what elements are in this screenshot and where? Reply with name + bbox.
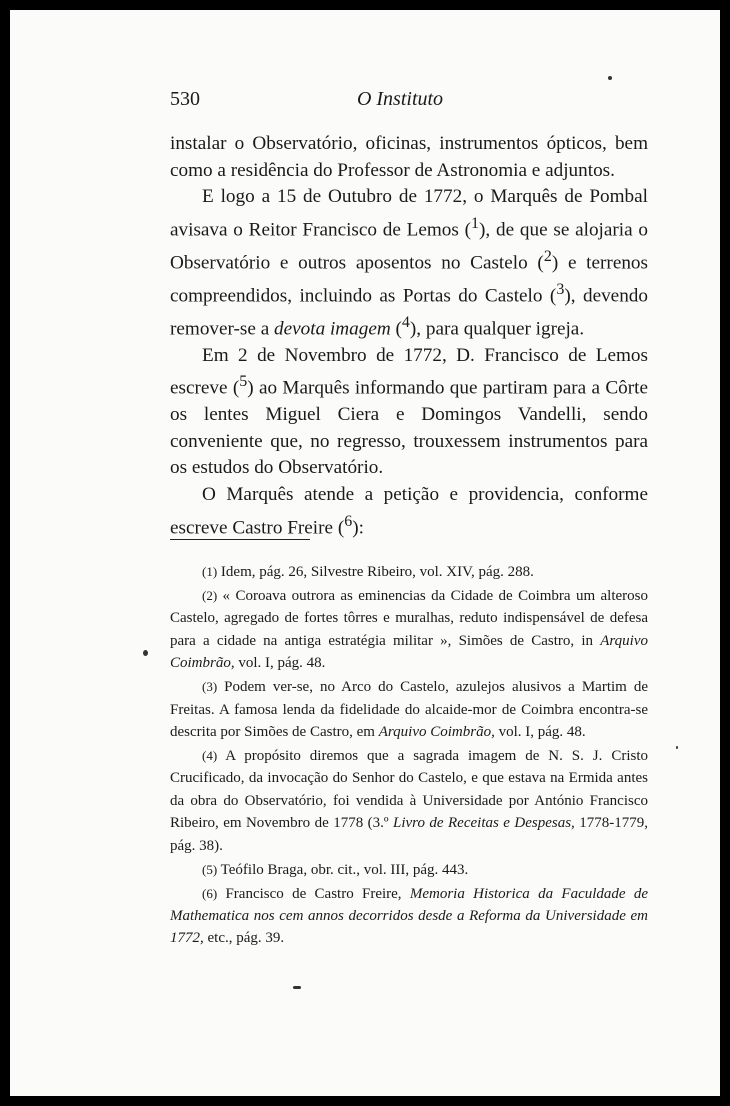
paragraph-4: O Marquês atende a petição e providencia, conforme escreve Castro Freire ($^6$): — [170, 484, 648, 539]
footnote-2: (2) « Coroava outrora as eminencias da Cidade de Coimbra um alteroso Castelo, agregado de fortes tôrres e muralhas, reduto indispensável de defesa para a cidade na antiga estratégia militar », Simões de Castro, in Arquivo Coimbrão, vol. I, pág. 48. — [170, 588, 648, 672]
page-number: 530 — [170, 88, 200, 110]
paragraph-1: instalar o Observatório, oficinas, instrumentos ópticos, bem como a residência do Professor de Astronomia e adjuntos. — [170, 133, 648, 181]
footnotes — [170, 561, 648, 951]
footnote-3: (3) Podem ver-se, no Arco do Castelo, azulejos alusivos a Martim de Freitas. A famosa lenda da fidelidade do alcaide-mor de Coimbra encontra-se descrita por Simões de Castro, em Arquivo Coimbrão, vol. I, pág. 48. — [170, 679, 648, 741]
footnote-1: (1) Idem, pág. 26, Silvestre Ribeiro, vol. XIV, pág. 288. — [202, 564, 534, 580]
devota-imagem: devota imagem — [274, 318, 391, 340]
footnote-4: (4) A propósito diremos que a sagrada imagem de N. S. J. Cristo Crucificado, da invocação do Senhor do Castelo, e que estava na Ermida antes da obra do Observatório, foi vendida à Universidade por António Francisco Ribeiro, em Novembro de 1778 (3.º Livro de Receitas e Despesas, 1778-1779, pág. 38). — [170, 748, 648, 854]
scan-speck — [608, 76, 612, 80]
paragraph-2: E logo a 15 de Outubro de 1772, o Marquês de Pombal avisava o Reitor Francisco de Lemos ($^1$), de que se alojaria o Observatório e outros aposentos no Castelo ($^2$) e terrenos compreendidos, incluindo as Portas do Castelo ($^3$), devendo remover-se a devota imagem ($^4$), para qualquer igreja. — [170, 186, 649, 340]
scan-speck — [143, 650, 148, 656]
scanned-page — [10, 10, 720, 1096]
note-ref-1: 1 — [471, 214, 480, 232]
paragraph-3: Em 2 de Novembro de 1772, D. Francisco de Lemos escreve ($^5$) ao Marquês informando que partiram para a Côrte os lentes Miguel Ciera e Domingos Vandelli, sendo conveniente que, no regresso, trouxessem instrumentos para os estudos do Observatório. — [170, 344, 648, 479]
note-ref-2: 2 — [543, 247, 552, 265]
page-header — [170, 88, 630, 118]
scan-speck — [676, 746, 678, 749]
footnote-5: (5) Teófilo Braga, obr. cit., vol. III, pág. 443. — [202, 861, 469, 878]
body-text — [170, 131, 648, 542]
running-title: O Instituto — [356, 88, 444, 110]
note-ref-3: 3 — [556, 280, 565, 298]
note-ref-6: 6 — [344, 512, 353, 530]
footnote-rule — [170, 539, 310, 540]
note-ref-4: 4 — [401, 313, 410, 331]
note-ref-5: 5 — [239, 373, 248, 391]
scan-speck — [293, 986, 301, 989]
footnote-6: (6) Francisco de Castro Freire, Memoria Historica da Faculdade de Mathematica nos cem annos decorridos desde a Reforma da Universidade em 1772, etc., pág. 39. — [170, 885, 649, 947]
